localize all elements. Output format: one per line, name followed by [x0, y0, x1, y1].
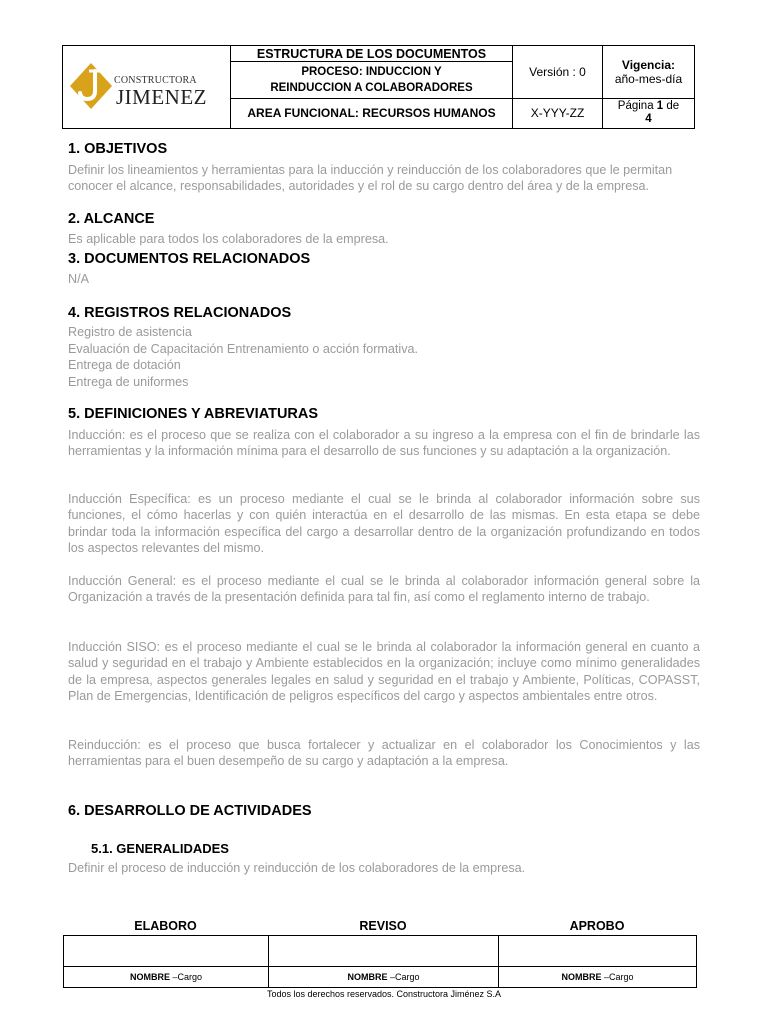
definition-induccion-general: Inducción General: es el proceso mediante el cual se le brinda al colaborador información general sobre la Organización a través de la presentación definida para tal fin, así como el reglamento interno de trabajo. — [68, 574, 700, 605]
signature-box-aprobo — [499, 936, 697, 967]
section-objetivos-title: 1. OBJETIVOS — [68, 141, 168, 157]
process-name: PROCESO: INDUCCION Y REINDUCCION A COLABORADORES — [231, 62, 513, 98]
cargo-label: –Cargo — [169, 972, 203, 982]
page-total: 4 — [645, 113, 652, 126]
logo-text-jimenez: JIMENEZ — [116, 85, 207, 109]
subsection-generalidades-text: Definir el proceso de inducción y reinducción de los colaboradores de la empresa. — [68, 861, 526, 875]
registros-list — [68, 324, 418, 390]
logo-cell — [63, 46, 231, 129]
vigencia-label: Vigencia: — [621, 57, 676, 72]
name-label: NOMBRE — [347, 972, 388, 982]
signature-header-aprobo: APROBO — [569, 919, 625, 933]
signature-name-reviso — [269, 967, 499, 988]
signature-header-elaboro: ELABORO — [134, 919, 197, 933]
cargo-label: –Cargo — [601, 972, 634, 982]
list-item: Evaluación de Capacitación Entrenamiento o acción formativa. — [68, 341, 419, 356]
signature-box-elaboro — [64, 936, 269, 967]
definition-induccion-siso: Inducción SISO: es el proceso mediante el cual se le brinda al colaborador la información general en cuanto a salud y seguridad en el trabajo y Ambiente establecidos en la organización; incluye como mínimo generalidades de la empresa, aspectos generales legales en salud y seguridad en el trabajo y Ambiente, Políticas, COPASST, Plan de Emergencias, Identificación de peligros específicos del cargo y aspectos ambientales entre otros. — [68, 640, 700, 703]
list-item: Entrega de uniformes — [68, 374, 189, 389]
page-number-cell — [603, 98, 695, 128]
signature-name-aprobo — [499, 967, 697, 988]
section-desarrollo-title: 6. DESARROLLO DE ACTIVIDADES — [68, 803, 312, 819]
signature-header-reviso: REVISO — [359, 919, 407, 933]
vigencia-cell — [603, 46, 695, 99]
section-registros-title: 4. REGISTROS RELACIONADOS — [68, 305, 292, 321]
section-objetivos-text: Definir los lineamientos y herramientas para la inducción y reinducción de los colaboradores que le permitan conocer el alcance, responsabilidades, autoridades y el rol de su cargo dentro del área y de la empresa. — [68, 163, 673, 194]
vigencia-value: año-mes-día — [614, 71, 683, 86]
logo-text-constructora: CONSTRUCTORA — [114, 75, 197, 86]
page-prefix: Página — [617, 100, 657, 113]
list-item: Registro de asistencia — [68, 325, 192, 339]
name-label: NOMBRE — [561, 972, 602, 982]
signature-table — [63, 935, 697, 988]
section-definiciones-title: 5. DEFINICIONES Y ABREVIATURAS — [68, 406, 319, 422]
definition-reinduccion: Reinducción: es el proceso que busca fortalecer y actualizar en el colaborador los Conocimientos y las herramientas para el buen desempeño de su cargo y adaptación a la empresa. — [68, 738, 700, 769]
page-mid: de — [663, 100, 680, 113]
cargo-label: –Cargo — [387, 972, 420, 982]
company-logo — [63, 46, 230, 128]
definition-induccion: Inducción: es el proceso que se realiza con el colaborador a su ingreso a la empresa con el fin de brindarle las herramientas y la información mínima para el desarrollo de sus funciones y su adaptación a la organización. — [68, 428, 700, 459]
document-header-table — [62, 45, 695, 129]
doc-title: ESTRUCTURA DE LOS DOCUMENTOS — [231, 46, 513, 62]
signature-name-elaboro — [64, 967, 269, 988]
area-funcional: AREA FUNCIONAL: RECURSOS HUMANOS — [231, 98, 513, 128]
doc-code: X-YYY-ZZ — [513, 98, 603, 128]
page-current: 1 — [656, 100, 664, 113]
section-documentos-title: 3. DOCUMENTOS RELACIONADOS — [68, 251, 311, 267]
signature-box-reviso — [269, 936, 499, 967]
list-item: Entrega de dotación — [68, 358, 181, 372]
section-alcance-title: 2. ALCANCE — [68, 211, 155, 227]
version-cell: Versión : 0 — [513, 46, 603, 99]
subsection-generalidades-title: 5.1. GENERALIDADES — [91, 841, 229, 856]
footer-copyright: Todos los derechos reservados. Constructora Jiménez S.A — [266, 989, 502, 999]
name-label: NOMBRE — [129, 972, 170, 982]
definition-induccion-especifica: Inducción Específica: es un proceso mediante el cual se le brinda al colaborador información sobre sus funciones, el cómo hacerlas y con quién interactúa en el desarrollo de las mismas. En esta etapa se debe brindar toda la información específica del cargo a desarrollar dentro de la organización profundizando en todos los aspectos relevantes del mismo. — [68, 492, 700, 555]
section-documentos-text: N/A — [68, 272, 89, 286]
section-alcance-text: Es aplicable para todos los colaboradores de la empresa. — [68, 232, 389, 246]
logo-mark-icon — [68, 61, 114, 111]
